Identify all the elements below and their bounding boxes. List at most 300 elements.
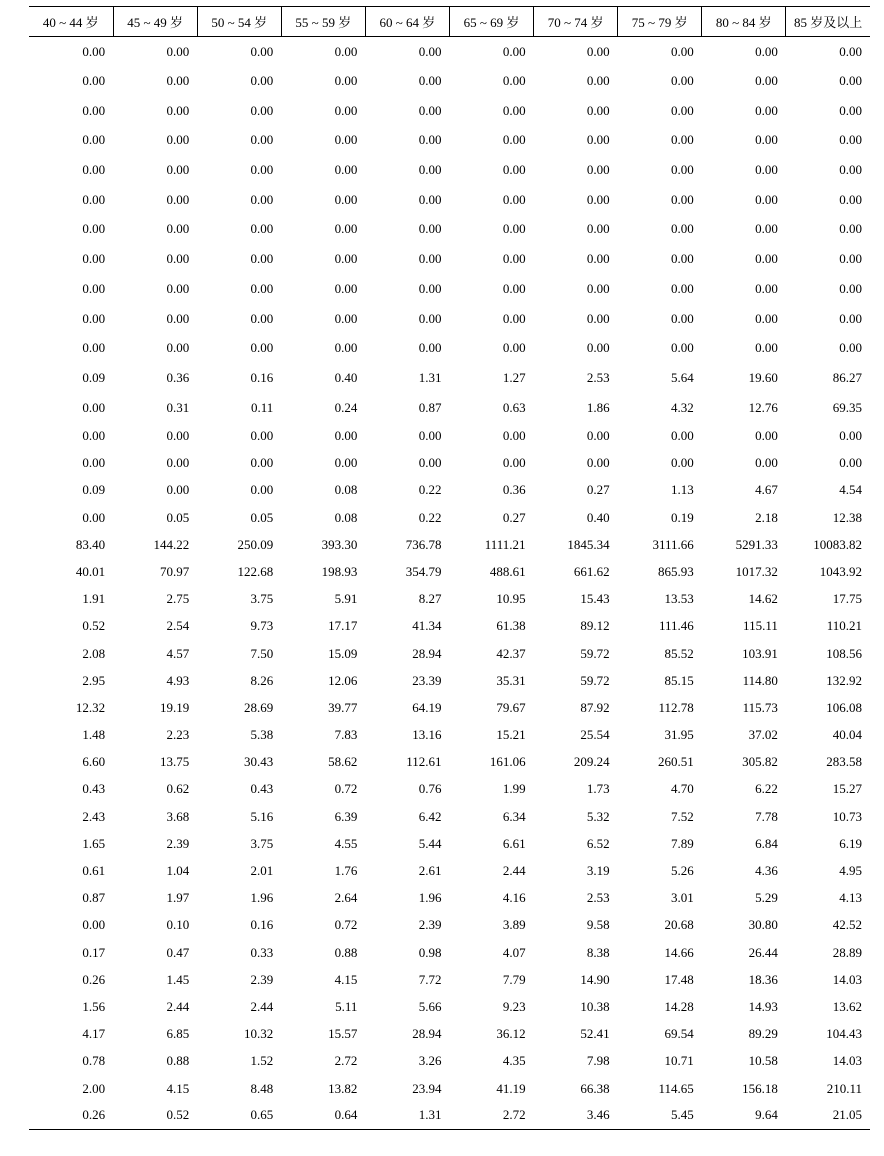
table-cell: 0.65 — [197, 1102, 281, 1129]
table-cell: 661.62 — [573, 563, 610, 579]
table-cell: 250.09 — [237, 536, 274, 552]
table-cell: 0.98 — [418, 944, 442, 960]
table-cell: 5.91 — [334, 591, 358, 607]
table-row — [29, 1021, 870, 1048]
table-cell: 0.00 — [334, 102, 358, 118]
column-header: 40 ~ 44 岁 — [29, 7, 113, 37]
table-cell: 0.72 — [334, 781, 358, 797]
table-cell: 0.00 — [82, 162, 106, 178]
table-cell: 6.85 — [166, 1026, 190, 1042]
table-cell: 0.10 — [166, 917, 190, 933]
table-cell: 14.03 — [832, 1053, 862, 1069]
table-cell: 0.31 — [166, 399, 190, 415]
table-cell: 7.72 — [418, 971, 442, 987]
table-cell: 115.73 — [742, 699, 778, 715]
column-header: 45 ~ 49 岁 — [113, 7, 197, 37]
table-cell: 1.45 — [166, 971, 190, 987]
table-cell: 42.52 — [832, 917, 862, 933]
table-cell: 1.48 — [82, 727, 106, 743]
table-row — [29, 422, 870, 449]
table-cell: 393.30 — [321, 536, 358, 552]
table-cell: 6.34 — [502, 808, 526, 824]
table-cell: 0.00 — [755, 428, 778, 444]
table-cell: 13.82 — [328, 1080, 358, 1096]
table-cell: 12.38 — [832, 509, 862, 525]
table-cell: 0.00 — [334, 251, 358, 267]
table-cell: 0.00 — [334, 340, 358, 356]
table-cell: 7.83 — [334, 727, 358, 743]
table-cell: 0.00 — [250, 73, 274, 89]
table-cell: 0.00 — [671, 221, 694, 237]
table-cell: 0.00 — [586, 310, 610, 326]
table-cell: 4.35 — [502, 1053, 526, 1069]
table-cell: 7.79 — [502, 971, 526, 987]
table-cell: 6.39 — [334, 808, 358, 824]
table-cell: 2.39 — [250, 971, 274, 987]
table-cell: 2.44 — [250, 998, 274, 1014]
table-row — [29, 363, 870, 393]
table-row — [29, 776, 870, 803]
table-cell: 10.32 — [244, 1026, 274, 1042]
table-cell: 0.00 — [839, 162, 862, 178]
table-cell: 0.52 — [113, 1102, 197, 1129]
table-cell: 0.00 — [82, 102, 106, 118]
table-cell: 0.00 — [418, 340, 442, 356]
table-cell: 12.32 — [75, 699, 106, 715]
table-cell: 0.00 — [502, 43, 526, 59]
table-container — [29, 6, 870, 1130]
table-cell: 0.00 — [166, 280, 190, 296]
table-cell: 10.58 — [748, 1053, 778, 1069]
table-cell: 0.00 — [839, 73, 862, 89]
table-cell: 85.15 — [664, 672, 694, 688]
table-cell: 0.09 — [82, 369, 106, 385]
table-cell: 0.00 — [671, 132, 694, 148]
table-row — [29, 830, 870, 857]
table-cell: 0.00 — [586, 191, 610, 207]
table-cell: 15.43 — [580, 591, 610, 607]
table-cell: 0.00 — [586, 43, 610, 59]
table-cell: 9.73 — [250, 618, 274, 634]
table-cell: 0.00 — [586, 251, 610, 267]
table-cell: 61.38 — [496, 618, 526, 634]
table-cell: 354.79 — [405, 563, 442, 579]
table-cell: 14.90 — [580, 971, 610, 987]
table-cell: 1.31 — [365, 1102, 449, 1129]
table-cell: 15.09 — [328, 645, 358, 661]
table-cell: 0.43 — [82, 781, 106, 797]
table-cell: 0.05 — [166, 509, 190, 525]
table-cell: 112.78 — [658, 699, 694, 715]
table-cell: 7.50 — [250, 645, 274, 661]
table-cell: 0.00 — [502, 251, 526, 267]
table-cell: 23.39 — [412, 672, 442, 688]
table-cell: 260.51 — [658, 754, 694, 770]
table-cell: 0.00 — [166, 428, 190, 444]
table-cell: 6.19 — [839, 835, 862, 851]
table-cell: 0.00 — [82, 455, 106, 471]
table-cell: 7.98 — [586, 1053, 610, 1069]
table-row — [29, 993, 870, 1020]
table-cell: 0.00 — [334, 455, 358, 471]
table-cell: 0.00 — [755, 221, 778, 237]
table-header — [29, 7, 870, 37]
table-cell: 3.19 — [586, 863, 610, 879]
table-cell: 40.01 — [75, 563, 106, 579]
table-cell: 0.00 — [82, 917, 106, 933]
table-cell: 0.00 — [334, 221, 358, 237]
table-cell: 0.00 — [755, 132, 778, 148]
table-cell: 0.19 — [671, 509, 694, 525]
table-row — [29, 613, 870, 640]
table-cell: 0.00 — [418, 251, 442, 267]
table-cell: 161.06 — [489, 754, 526, 770]
table-cell: 13.53 — [664, 591, 694, 607]
table-cell: 0.00 — [586, 162, 610, 178]
table-cell: 1.04 — [166, 863, 190, 879]
table-cell: 114.80 — [742, 672, 778, 688]
table-row — [29, 274, 870, 304]
table-cell: 2.18 — [755, 509, 778, 525]
table-cell: 5.64 — [671, 369, 694, 385]
table-cell: 15.21 — [496, 727, 526, 743]
table-cell: 10.38 — [580, 998, 610, 1014]
table-cell: 0.47 — [166, 944, 190, 960]
table-cell: 0.00 — [166, 482, 190, 498]
table-cell: 0.00 — [82, 428, 106, 444]
table-cell: 0.00 — [502, 310, 526, 326]
table-cell: 0.00 — [250, 310, 274, 326]
table-row — [29, 531, 870, 558]
table-cell: 3.75 — [250, 591, 274, 607]
table-cell: 0.26 — [82, 971, 106, 987]
table-cell: 865.93 — [658, 563, 694, 579]
table-cell: 305.82 — [742, 754, 778, 770]
table-cell: 41.34 — [412, 618, 442, 634]
table-cell: 0.27 — [502, 509, 526, 525]
table-row — [29, 504, 870, 531]
table-cell: 106.08 — [826, 699, 862, 715]
table-cell: 0.00 — [418, 428, 442, 444]
column-header: 65 ~ 69 岁 — [449, 7, 533, 37]
table-cell: 23.94 — [412, 1080, 442, 1096]
table-cell: 5.11 — [335, 998, 358, 1014]
table-row — [29, 215, 870, 245]
table-cell: 2.95 — [82, 672, 106, 688]
table-cell: 0.08 — [334, 482, 358, 498]
table-cell: 0.33 — [250, 944, 274, 960]
table-cell: 0.00 — [250, 43, 274, 59]
table-cell: 0.09 — [82, 482, 106, 498]
table-cell: 4.70 — [671, 781, 694, 797]
table-cell: 0.61 — [82, 863, 106, 879]
table-cell: 8.26 — [250, 672, 274, 688]
table-cell: 1.31 — [418, 369, 442, 385]
table-cell: 0.52 — [82, 618, 106, 634]
table-cell: 19.60 — [748, 369, 778, 385]
table-cell: 1017.32 — [735, 563, 778, 579]
table-cell: 2.23 — [166, 727, 190, 743]
table-cell: 14.28 — [664, 998, 694, 1014]
table-cell: 4.93 — [166, 672, 190, 688]
table-cell: 1.73 — [586, 781, 610, 797]
table-cell: 0.00 — [82, 399, 106, 415]
table-cell: 0.00 — [502, 102, 526, 118]
table-row — [29, 393, 870, 423]
mortality-rate-table — [29, 6, 870, 1130]
table-cell: 0.00 — [334, 280, 358, 296]
table-cell: 2.44 — [502, 863, 526, 879]
table-cell: 4.67 — [755, 482, 778, 498]
table-cell: 0.00 — [334, 428, 358, 444]
table-cell: 0.00 — [166, 310, 190, 326]
table-cell: 0.00 — [502, 428, 526, 444]
table-cell: 89.29 — [748, 1026, 778, 1042]
table-cell: 0.00 — [250, 221, 274, 237]
table-cell: 0.00 — [250, 455, 274, 471]
table-cell: 0.00 — [755, 310, 778, 326]
table-cell: 28.89 — [832, 944, 862, 960]
table-cell: 15.57 — [328, 1026, 358, 1042]
table-cell: 2.54 — [166, 618, 190, 634]
table-cell: 0.72 — [334, 917, 358, 933]
table-cell: 0.00 — [671, 251, 694, 267]
table-cell: 0.08 — [334, 509, 358, 525]
table-row — [29, 155, 870, 185]
table-row — [29, 966, 870, 993]
table-cell: 39.77 — [328, 699, 358, 715]
table-row — [29, 586, 870, 613]
table-cell: 0.00 — [250, 191, 274, 207]
table-cell: 0.00 — [334, 191, 358, 207]
table-cell: 0.00 — [418, 102, 442, 118]
table-cell: 17.75 — [832, 591, 862, 607]
table-cell: 13.16 — [412, 727, 442, 743]
table-cell: 4.57 — [166, 645, 190, 661]
table-row — [29, 1075, 870, 1102]
table-cell: 2.75 — [166, 591, 190, 607]
table-cell: 0.00 — [334, 310, 358, 326]
table-cell: 5.16 — [250, 808, 274, 824]
table-cell: 0.00 — [839, 340, 862, 356]
table-cell: 0.00 — [250, 162, 274, 178]
table-cell: 0.27 — [586, 482, 610, 498]
table-cell: 283.58 — [826, 754, 862, 770]
table-cell: 1.99 — [502, 781, 526, 797]
table-cell: 85.52 — [664, 645, 694, 661]
table-cell: 1.52 — [250, 1053, 274, 1069]
table-cell: 0.00 — [334, 73, 358, 89]
table-cell: 2.08 — [82, 645, 106, 661]
table-cell: 2.39 — [418, 917, 442, 933]
table-cell: 0.00 — [166, 251, 190, 267]
table-cell: 14.62 — [748, 591, 778, 607]
table-cell: 0.36 — [502, 482, 526, 498]
table-cell: 9.64 — [702, 1102, 786, 1129]
table-row — [29, 912, 870, 939]
table-cell: 0.76 — [418, 781, 442, 797]
table-cell: 0.62 — [166, 781, 190, 797]
table-cell: 0.17 — [82, 944, 106, 960]
table-cell: 0.00 — [671, 280, 694, 296]
table-row — [29, 477, 870, 504]
table-cell: 2.43 — [82, 808, 106, 824]
table-cell: 17.17 — [328, 618, 358, 634]
table-cell: 2.44 — [166, 998, 190, 1014]
table-cell: 0.64 — [281, 1102, 365, 1129]
table-cell: 0.36 — [166, 369, 190, 385]
table-cell: 2.72 — [334, 1053, 358, 1069]
table-cell: 0.24 — [334, 399, 358, 415]
table-cell: 0.00 — [502, 221, 526, 237]
table-cell: 4.15 — [166, 1080, 190, 1096]
table-cell: 103.91 — [742, 645, 778, 661]
table-cell: 12.06 — [328, 672, 358, 688]
table-cell: 5.29 — [755, 890, 778, 906]
table-cell: 0.00 — [839, 428, 862, 444]
table-row — [29, 640, 870, 667]
table-cell: 5.45 — [618, 1102, 702, 1129]
table-cell: 0.00 — [82, 509, 106, 525]
table-cell: 108.56 — [826, 645, 862, 661]
table-cell: 209.24 — [573, 754, 610, 770]
header-row — [29, 7, 870, 37]
table-cell: 10.71 — [664, 1053, 694, 1069]
table-cell: 4.17 — [82, 1026, 106, 1042]
table-cell: 0.00 — [250, 482, 274, 498]
table-cell: 69.35 — [832, 399, 862, 415]
table-cell: 21.05 — [786, 1102, 870, 1129]
table-cell: 0.00 — [839, 221, 862, 237]
table-row — [29, 749, 870, 776]
table-cell: 6.84 — [755, 835, 778, 851]
table-cell: 112.61 — [406, 754, 442, 770]
table-cell: 1.13 — [671, 482, 694, 498]
table-cell: 0.00 — [671, 455, 694, 471]
table-cell: 3111.66 — [652, 536, 694, 552]
table-cell: 19.19 — [159, 699, 190, 715]
table-cell: 0.63 — [502, 399, 526, 415]
table-cell: 5291.33 — [735, 536, 778, 552]
table-cell: 0.00 — [586, 428, 610, 444]
table-cell: 28.69 — [244, 699, 274, 715]
table-cell: 0.40 — [334, 369, 358, 385]
table-row — [29, 694, 870, 721]
table-cell: 4.07 — [502, 944, 526, 960]
table-cell: 0.00 — [166, 102, 190, 118]
table-cell: 14.66 — [664, 944, 694, 960]
table-row — [29, 96, 870, 126]
table-cell: 15.27 — [832, 781, 862, 797]
table-cell: 31.95 — [664, 727, 694, 743]
table-cell: 6.60 — [82, 754, 106, 770]
table-row — [29, 1048, 870, 1075]
table-cell: 0.00 — [671, 340, 694, 356]
table-cell: 2.53 — [586, 890, 610, 906]
table-cell: 736.78 — [405, 536, 442, 552]
table-cell: 0.00 — [586, 102, 610, 118]
table-cell: 0.00 — [839, 102, 862, 118]
table-cell: 0.00 — [586, 221, 610, 237]
table-cell: 52.41 — [580, 1026, 610, 1042]
table-cell: 5.44 — [418, 835, 442, 851]
table-cell: 0.00 — [82, 221, 106, 237]
table-cell: 0.00 — [586, 340, 610, 356]
table-cell: 64.19 — [412, 699, 442, 715]
table-cell: 58.62 — [328, 754, 358, 770]
table-cell: 0.00 — [166, 191, 190, 207]
table-cell: 4.32 — [671, 399, 694, 415]
table-cell: 0.00 — [839, 455, 862, 471]
table-cell: 0.00 — [250, 340, 274, 356]
table-cell: 41.19 — [496, 1080, 526, 1096]
table-cell: 10.95 — [496, 591, 526, 607]
table-cell: 0.00 — [166, 43, 190, 59]
table-cell: 156.18 — [742, 1080, 778, 1096]
table-cell: 0.00 — [586, 73, 610, 89]
table-cell: 5.38 — [250, 727, 274, 743]
table-cell: 36.12 — [496, 1026, 526, 1042]
table-cell: 111.46 — [658, 618, 694, 634]
table-cell: 0.87 — [82, 890, 106, 906]
table-cell: 0.00 — [418, 132, 442, 148]
table-cell: 0.00 — [418, 455, 442, 471]
table-cell: 2.72 — [449, 1102, 533, 1129]
table-cell: 6.42 — [418, 808, 442, 824]
table-cell: 1.76 — [334, 863, 358, 879]
table-cell: 0.16 — [250, 369, 274, 385]
table-cell: 115.11 — [743, 618, 778, 634]
table-cell: 0.00 — [755, 251, 778, 267]
table-cell: 0.00 — [82, 251, 106, 267]
table-row — [29, 185, 870, 215]
table-cell: 198.93 — [321, 563, 358, 579]
table-cell: 28.94 — [412, 645, 442, 661]
table-row — [29, 803, 870, 830]
table-cell: 0.00 — [82, 43, 106, 59]
table-cell: 210.11 — [826, 1080, 862, 1096]
table-cell: 37.02 — [748, 727, 778, 743]
table-cell: 10.73 — [832, 808, 862, 824]
table-cell: 0.00 — [82, 280, 106, 296]
table-cell: 4.16 — [502, 890, 526, 906]
table-cell: 0.00 — [755, 280, 778, 296]
table-cell: 69.54 — [664, 1026, 694, 1042]
column-header: 70 ~ 74 岁 — [534, 7, 618, 37]
table-cell: 3.46 — [534, 1102, 618, 1129]
table-cell: 79.67 — [496, 699, 526, 715]
table-cell: 9.23 — [502, 998, 526, 1014]
table-row — [29, 558, 870, 585]
table-cell: 0.00 — [502, 191, 526, 207]
table-cell: 0.00 — [502, 162, 526, 178]
table-cell: 35.31 — [496, 672, 526, 688]
table-cell: 86.27 — [832, 369, 862, 385]
table-cell: 0.00 — [502, 280, 526, 296]
table-cell: 87.92 — [580, 699, 610, 715]
table-body — [29, 37, 870, 1130]
table-cell: 0.00 — [839, 310, 862, 326]
table-cell: 0.00 — [166, 340, 190, 356]
table-cell: 0.00 — [671, 43, 694, 59]
table-cell: 6.61 — [502, 835, 526, 851]
table-cell: 0.00 — [418, 191, 442, 207]
table-cell: 4.55 — [334, 835, 358, 851]
table-cell: 0.00 — [755, 162, 778, 178]
table-cell: 0.78 — [82, 1053, 106, 1069]
table-cell: 0.00 — [82, 340, 106, 356]
table-row — [29, 722, 870, 749]
